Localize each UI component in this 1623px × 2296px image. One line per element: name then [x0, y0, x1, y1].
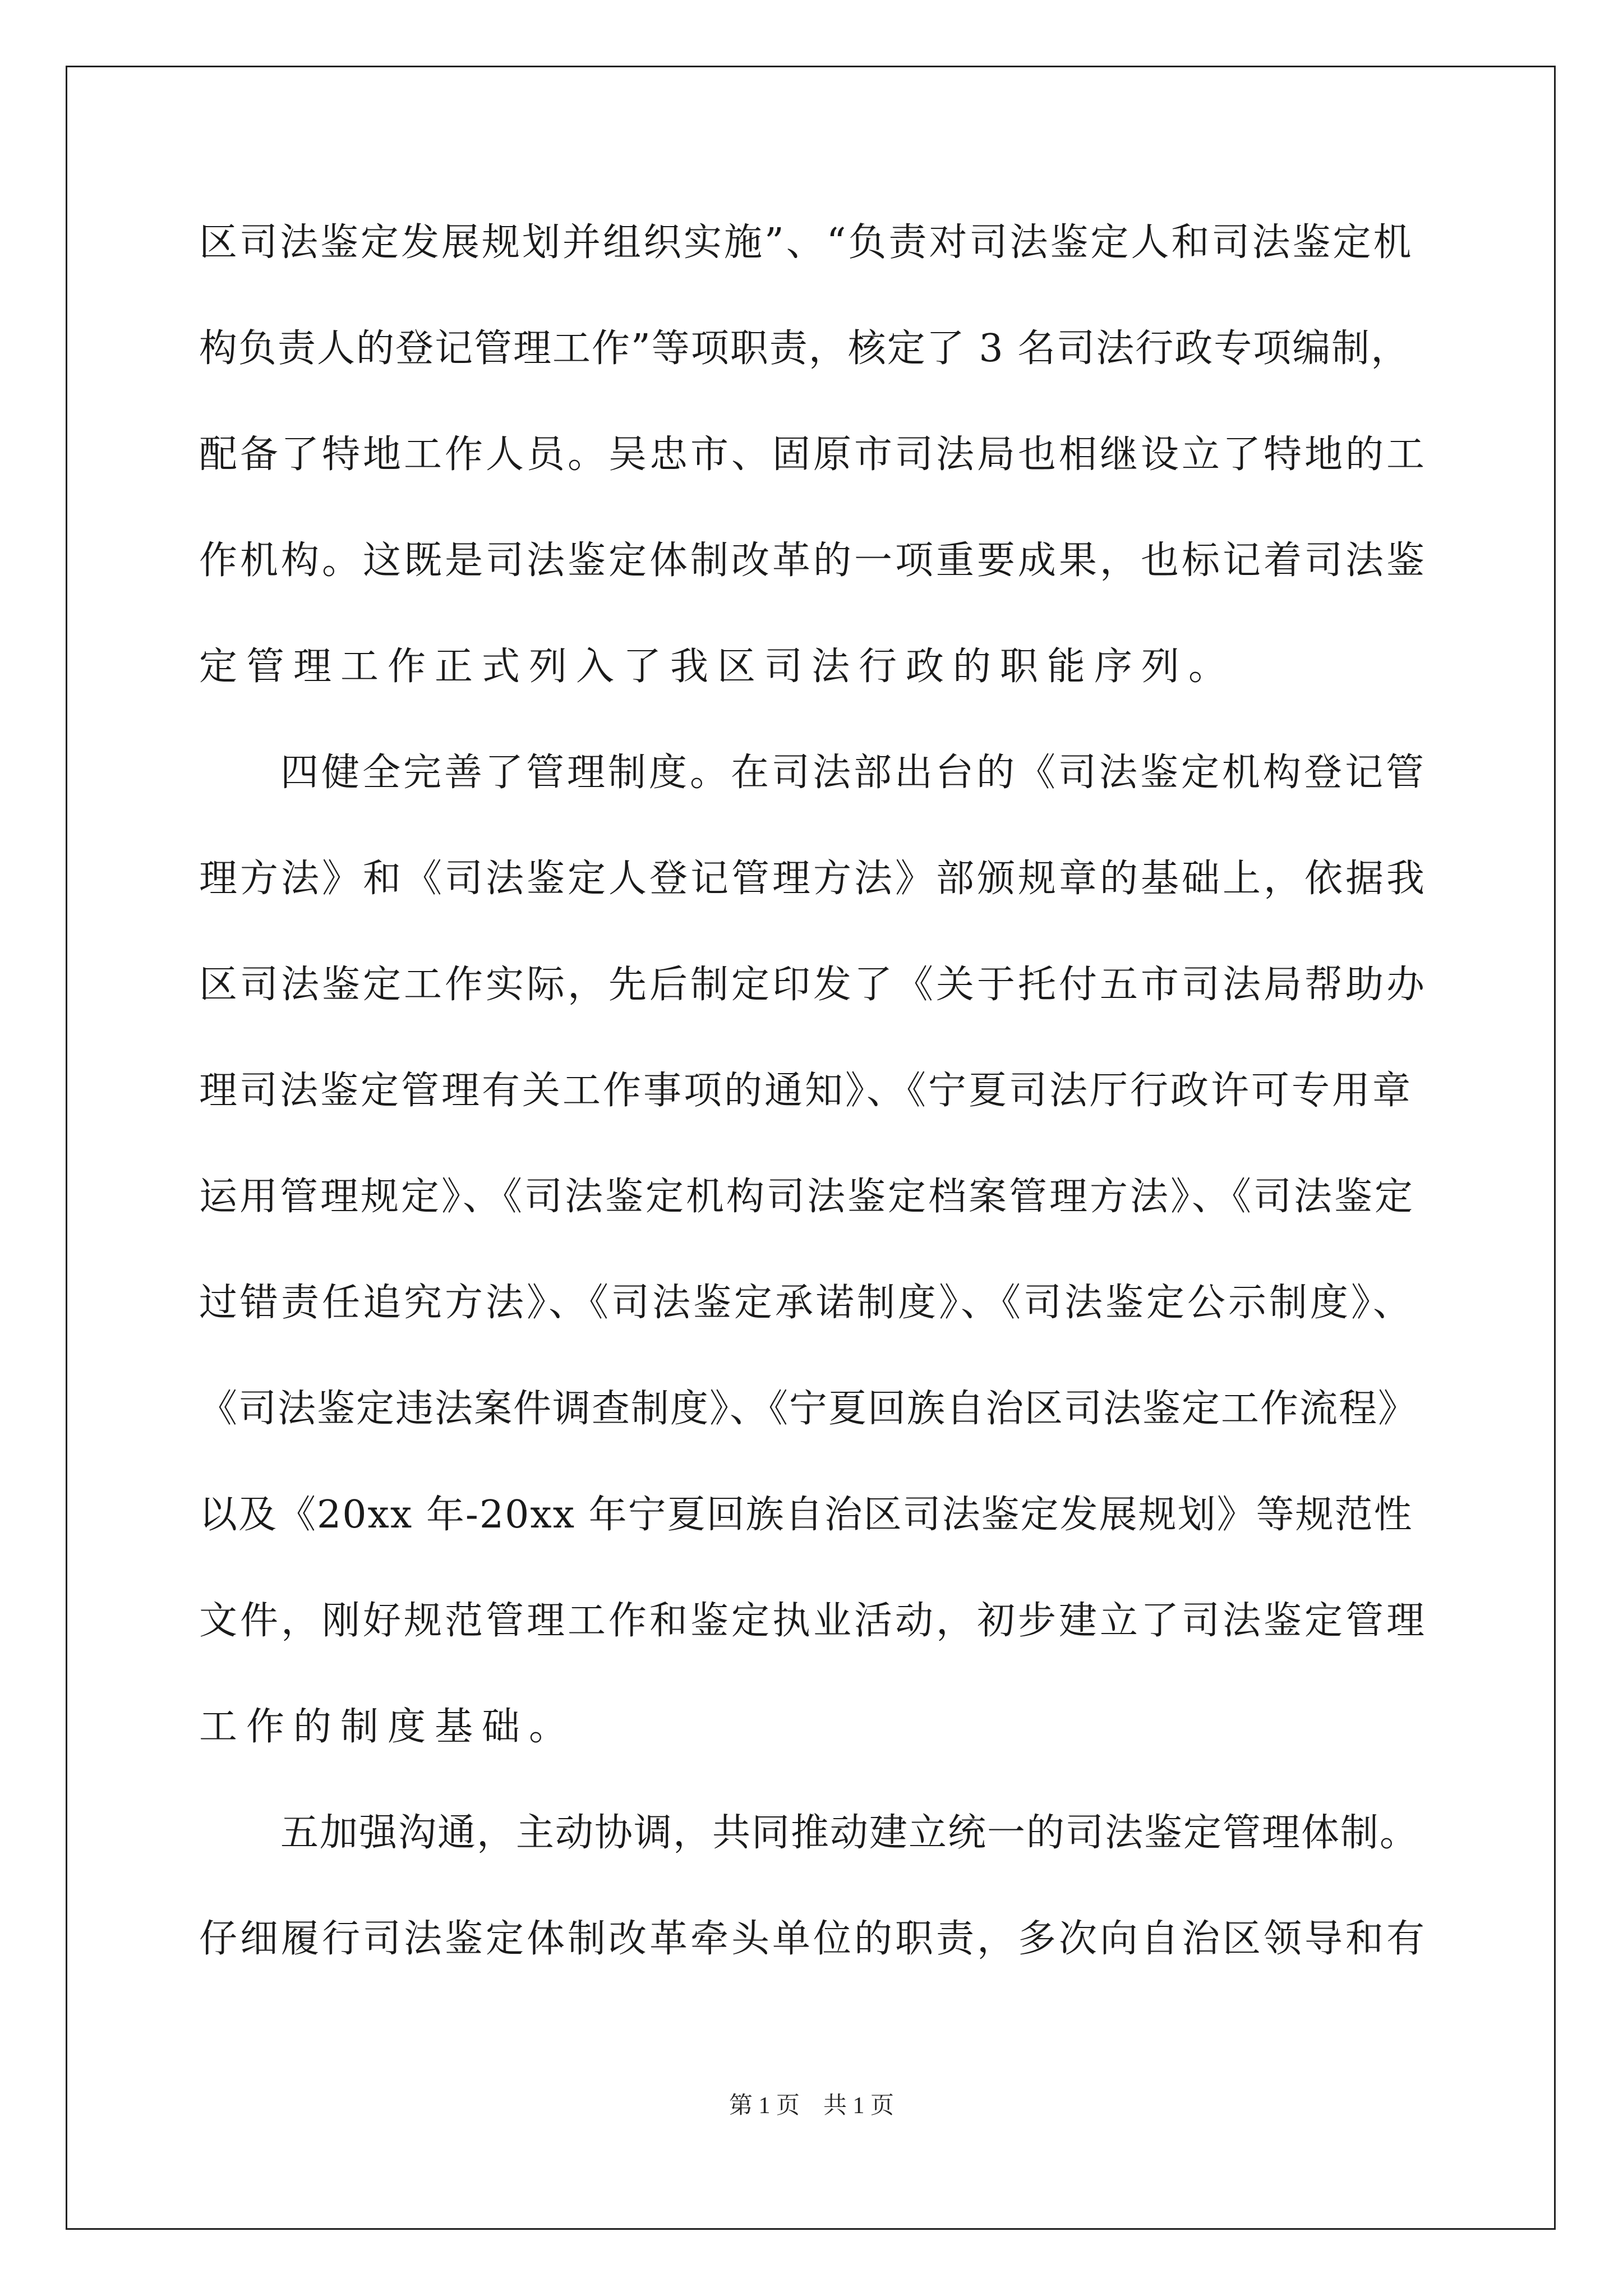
text-line: 仔细履行司法鉴定体制改革牵头单位的职责，多次向自治区领导和有 [199, 1917, 1428, 1961]
text-line: 文件，刚好规范管理工作和鉴定执业活动，初步建立了司法鉴定管理 [199, 1599, 1428, 1643]
text-line: 理司法鉴定管理有关工作事项的通知》、《宁夏司法厅行政许可专用章 [199, 1069, 1413, 1113]
page-border [66, 66, 1556, 2230]
text-line: 作机构。这既是司法鉴定体制改革的一项重要成果，也标记着司法鉴 [199, 539, 1428, 583]
paragraph-start-line: 四健全完善了管理制度。在司法部出台的《司法鉴定机构登记管 [280, 751, 1427, 795]
text-line: 以及《20xx 年-20xx 年宁夏回族自治区司法鉴定发展规划》等规范性 [199, 1493, 1413, 1537]
text-line: 区司法鉴定发展规划并组织实施”、“负责对司法鉴定人和司法鉴定机 [199, 220, 1414, 265]
paragraph-start-line: 五加强沟通，主动协调，共同推动建立统一的司法鉴定管理体制。 [280, 1811, 1419, 1855]
text-line: 构负责人的登记管理工作”等项职责，核定了 3 名司法行政专项编制， [199, 326, 1410, 371]
text-line: 定管理工作正式列入了我区司法行政的职能序列。 [199, 645, 1236, 689]
page-number-footer: 第 1 页 共 1 页 [728, 2093, 894, 2119]
text-line: 配备了特地工作人员。吴忠市、固原市司法局也相继设立了特地的工 [199, 432, 1428, 477]
text-line: 运用管理规定》、《司法鉴定机构司法鉴定档案管理方法》、《司法鉴定 [199, 1175, 1415, 1219]
text-line: 工作的制度基础。 [199, 1705, 577, 1749]
text-line: 理方法》和《司法鉴定人登记管理方法》部颁规章的基础上，依据我 [199, 857, 1428, 901]
text-line: 区司法鉴定工作实际，先后制定印发了《关于托付五市司法局帮助办 [199, 963, 1428, 1007]
text-line: 《司法鉴定违法案件调查制度》、《宁夏回族自治区司法鉴定工作流程》 [199, 1387, 1418, 1431]
text-line: 过错责任追究方法》、《司法鉴定承诺制度》、《司法鉴定公示制度》、 [199, 1281, 1414, 1325]
